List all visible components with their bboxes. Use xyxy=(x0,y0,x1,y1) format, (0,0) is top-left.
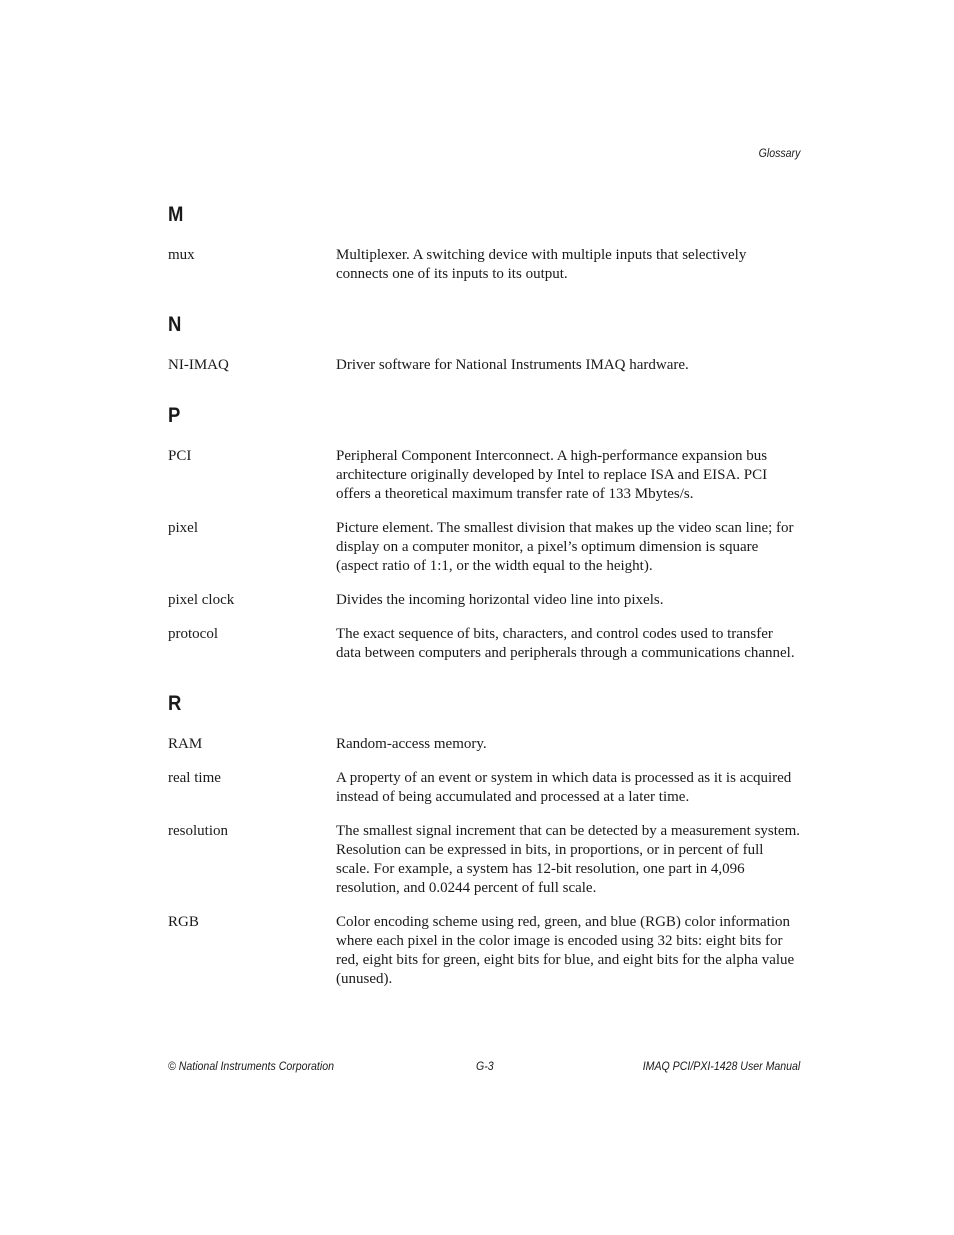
glossary-term: real time xyxy=(168,770,221,786)
glossary-definition: Driver software for National Instruments IMAQ hardware. xyxy=(336,357,689,373)
glossary-term: NI-IMAQ xyxy=(168,357,229,373)
glossary-term: pixel clock xyxy=(168,592,235,608)
glossary-term: protocol xyxy=(168,626,218,642)
section-letter: R xyxy=(168,692,182,715)
glossary-section-p xyxy=(168,403,800,663)
glossary-definition: Random-access memory. xyxy=(336,736,487,752)
glossary-term: resolution xyxy=(168,823,228,839)
footer-copyright: © National Instruments Corporation xyxy=(168,1061,334,1073)
glossary-definition: Divides the incoming horizontal video line into pixels. xyxy=(336,592,664,608)
glossary-term: mux xyxy=(168,247,195,263)
glossary-entry xyxy=(168,769,800,807)
glossary-entry xyxy=(168,246,800,284)
section-letter: N xyxy=(168,313,182,336)
page-number: G-3 xyxy=(476,1061,494,1073)
glossary-definition: The smallest signal increment that can be detected by a measurement system. Resolution can be expressed in bits, in proportions, or in percent of full scale. For example, a system has 12-bit resolution, one part in 4,096 resolution, and 0.0244 percent of full scale. xyxy=(336,823,801,896)
glossary-term: pixel xyxy=(168,520,198,536)
glossary-entry xyxy=(168,735,800,754)
glossary-definition: Multiplexer. A switching device with multiple inputs that selectively connects one of its inputs to its output. xyxy=(336,247,747,282)
glossary-definition: A property of an event or system in which data is processed as it is acquired instead of being accumulated and processed at a later time. xyxy=(336,770,792,805)
section-letter: P xyxy=(168,404,181,427)
glossary-term: PCI xyxy=(168,448,192,464)
section-letter: M xyxy=(168,203,184,226)
glossary-entry xyxy=(168,625,800,663)
glossary-section-m xyxy=(168,202,800,284)
glossary-entry xyxy=(168,519,800,576)
glossary-section-r xyxy=(168,691,800,989)
glossary-section-n xyxy=(168,312,800,375)
glossary-entry xyxy=(168,591,800,610)
glossary-entry xyxy=(168,447,800,504)
glossary-content xyxy=(168,202,800,1017)
glossary-term: RAM xyxy=(168,736,203,752)
running-header: Glossary xyxy=(758,148,800,160)
glossary-definition: Peripheral Component Interconnect. A high-performance expansion bus architecture originally developed by Intel to replace ISA and EISA. PCI offers a theoretical maximum transfer rate of 133 Mbytes/s. xyxy=(336,448,768,502)
glossary-entry xyxy=(168,913,800,989)
glossary-entry xyxy=(168,822,800,898)
footer-manual-title: IMAQ PCI/PXI-1428 User Manual xyxy=(642,1061,800,1073)
glossary-term: RGB xyxy=(168,914,199,930)
page-footer xyxy=(168,1061,800,1079)
glossary-entry xyxy=(168,356,800,375)
glossary-definition: The exact sequence of bits, characters, and control codes used to transfer data between computers and peripherals through a communications channel. xyxy=(336,626,795,661)
glossary-definition: Picture element. The smallest division that makes up the video scan line; for display on a computer monitor, a pixel’s optimum dimension is square (aspect ratio of 1:1, or the width equal to the height). xyxy=(336,520,794,574)
glossary-definition: Color encoding scheme using red, green, and blue (RGB) color information where each pixel in the color image is encoded using 32 bits: eight bits for red, eight bits for green, eight bits for blue, and eight bits for the alpha value (unused). xyxy=(336,914,795,987)
